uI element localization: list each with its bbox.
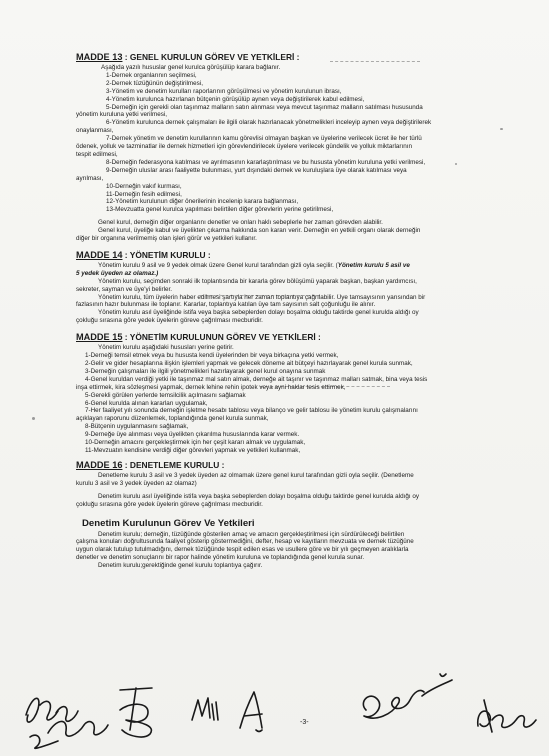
- madde-15-item: 1-Derneği temsil etmek veya bu hususta kendi üyelerinden bir veya birkaçına yetki vermek,: [85, 352, 339, 360]
- denetim-paragraph: uygun olarak tutulup tutulmadığını, dernek tüzüğünde tespit edilen esas ve usullere göre ve bir yılı geçmeyen aralıklarla: [76, 546, 409, 554]
- madde-14-emphasis: Yönetim kurulu 5 asil ve: [337, 261, 410, 269]
- document-body: [76, 52, 528, 570]
- scan-speck: [32, 417, 35, 420]
- madde-13-item: ödenek, yolluk ve tazminatlar ile dernek hizmetleri için görevlendirilecek üyelere verilecek gündelik ve yolluk miktarlarının: [76, 143, 412, 151]
- madde-13-item: 6-Yönetim kurulunca dernek çalışmaları ile ilgili olarak hazırlanacak yönetmelikleri inceleyip aynen veya değiştirilerek: [106, 119, 432, 127]
- madde-16-title: : DENETLEME KURULU :: [124, 459, 225, 470]
- madde-15-item: 8-Bütçenin uygulanmasını sağlamak,: [85, 423, 189, 431]
- madde-16-number: MADDE 16: [76, 459, 123, 470]
- madde-13-title: : GENEL KURULUN GÖREV VE YETKİLERİ :: [124, 52, 300, 62]
- madde-15-number: MADDE 15: [76, 332, 123, 343]
- madde-14-text: Yönetim kurulu 9 asil ve 9 yedek olmak üzere Genel kurul tarafından gizli oyla seçilir. (: [98, 261, 338, 269]
- madde-14-paragraph: sekreter, sayman ve üye'yi belirler.: [76, 285, 173, 293]
- signature-4: [230, 686, 270, 736]
- signature-5: [352, 670, 462, 730]
- denetim-paragraph: çalışma konuları doğrultusunda faaliyet gösterip göstermediğini, defter, hesap ve kayıtların mevzuata ve dernek tüzüğüne: [76, 538, 414, 546]
- madde-14-title: : YÖNETİM KURULU :: [124, 249, 211, 260]
- madde-14-paragraph: [76, 262, 528, 270]
- madde-15-item: 5-Gerekli görülen yerlerde temsilcilik açılmasını sağlamak: [85, 391, 246, 399]
- page-number: -3-: [300, 719, 309, 726]
- madde-13-closing: Genel kurul, üyeliğe kabul ve üyelikten çıkarma hakkında son kararı verir. Derneğin en yetkili organı olarak derneğin: [98, 227, 421, 235]
- madde-13-item: 1-Dernek organlarının seçilmesi,: [106, 71, 197, 79]
- madde-13-intro: Aşağıda yazılı hususlar genel kurulca görüşülüp karara bağlanır.: [101, 64, 281, 71]
- madde-14-number: MADDE 14: [76, 249, 123, 260]
- signature-1: [18, 675, 113, 753]
- madde-15-item: inşa ettirmek, kira sözleşmesi yapmak, dernek lehine rehin ipotek veya ayni haklar tesis ettirmek,: [76, 383, 346, 391]
- madde-13-item: 9-Derneğin uluslar arası faaliyette bulunması, yurt dışındaki dernek ve kuruluşlara üye olarak katılması veya: [106, 166, 407, 174]
- madde-15-item: 2-Gelir ve gider hesaplarına ilişkin işlemleri yapmak ve gelecek döneme ait bütçeyi hazırlayarak genel kurula sunmak,: [85, 360, 413, 367]
- denetim-paragraph: Denetim kurulu;gerektiğinde genel kurulu toplantıya çağırır.: [98, 562, 263, 570]
- madde-15-item: 4-Genel kuruldan verdiği yetki ile taşınmaz mal satın almak, derneğe ait taşınır ve taşınmaz malları satmak, bina veya tesis: [85, 375, 428, 383]
- madde-13-item: 11-Derneğin fesih edilmesi,: [106, 190, 182, 198]
- madde-15-item: açıklayan raporunu düzenlemek, toplandığında genel kurula sunmak,: [76, 415, 269, 423]
- signature-3: [188, 694, 222, 724]
- madde-13-item: onaylanması,: [76, 127, 114, 135]
- denetim-paragraph: Denetim kurulu; derneğin, tüzüğünde gösterilen amaç ve amacın gerçekleştirilmesi için sürdürüleceği belirtilen: [98, 530, 405, 538]
- madde-13-item: 13-Mevzuatta genel kurulca yapılması belirtilen diğer görevlerin yerine getirilmesi,: [106, 206, 334, 214]
- madde-15-title: : YÖNETİM KURULUNUN GÖREV VE YETKİLERİ :: [124, 332, 321, 343]
- madde-15-item: 10-Derneğin amacını gerçekleştirmek için her çeşit kararı almak ve uygulamak,: [85, 439, 306, 447]
- madde-13-item: ayrılması,: [76, 174, 104, 182]
- madde-14-heading: [76, 250, 528, 260]
- denetim-paragraph: denetler ve denetim sonuçlarını bir rapor halinde yönetim kuruluna ve toplandığında genel kurula sunar.: [76, 554, 365, 562]
- madde-13-item: 12-Yönetim kurulunun diğer önerilerinin incelenip karara bağlanması,: [106, 198, 299, 206]
- madde-15-item: 7-Her faaliyet yılı sonunda derneğin işletme hesabı tablosu veya bilanço ve gelir tablosu ile yönetim kurulu çalışmalarını: [85, 407, 418, 415]
- madde-15-intro: Yönetim kurulu aşağıdaki hususları yerine getirir.: [98, 344, 234, 352]
- madde-13-item: tespit edilmesi,: [76, 150, 118, 158]
- madde-14-emphasis: 5 yedek üyeden az olamaz.): [76, 269, 159, 277]
- madde-13-closing: Genel kurul, derneğin diğer organlarını denetler ve onları haklı sebeplerle her zaman görevden alabilir.: [98, 219, 383, 227]
- madde-14-paragraph: fazlasının hazır bulunması ile toplanır. Kararlar, toplantıya katılan üye tam sayısının salt çoğunluğu ile alınır.: [76, 301, 376, 309]
- madde-13-item: 4-Yönetim kurulunca hazırlanan bütçenin görüşülüp aynen veya değiştirilerek kabul edilmesi,: [106, 95, 365, 103]
- signature-2: [112, 680, 162, 740]
- madde-15-item: 11-Mevzuatın kendisine verdiği diğer görevleri yapmak ve yetkileri kullanmak,: [85, 446, 301, 454]
- madde-16-heading: [76, 460, 528, 470]
- madde-13-item: 10-Derneğin vakıf kurması,: [106, 182, 182, 190]
- madde-13-item: 2-Dernek tüzüğünün değiştirilmesi,: [106, 79, 203, 87]
- madde-13-item: yönetim kuruluna yetki verilmesi,: [76, 111, 167, 119]
- madde-13-item: 3-Yönetim ve denetim kurulları raporlarının görüşülmesi ve yönetim kurulunun ibrası,: [106, 87, 342, 95]
- madde-13-item: 5-Derneğin için gerekli olan taşınmaz malların satın alınması veya mevcut taşınmaz malların satılması hususunda: [106, 103, 423, 111]
- madde-14-paragraph: çokluğu sırasına göre yedek üyelerin göreve çağrılması mecburidir.: [76, 317, 263, 325]
- madde-15-item: 6-Genel kurulda alınan kararları uygulamak,: [85, 399, 208, 407]
- madde-15-heading: [76, 332, 528, 342]
- madde-16-paragraph: kurulu 3 asil ve 3 yedek üyeden az olamaz): [76, 479, 197, 487]
- madde-14-paragraph: Yönetim kurulu asıl üyeliğinde istifa veya başka sebeplerden dolayı boşalma olduğu taktirde genel kurulda aldığı oy: [98, 309, 419, 317]
- madde-16-paragraph: Denetleme kurulu 3 asil ve 3 yedek üyeden az olmamak üzere genel kurul tarafından gizli oyla seçilir. (Denetleme: [98, 471, 414, 479]
- madde-15-item: 9-Derneğe üye alınması veya üyelikten çıkarılma hususlarında karar vermek.: [85, 431, 300, 439]
- madde-14-paragraph: Yönetim kurulu, tüm üyelerin haber edilmesi şartıyla her zaman toplantıya çağrılabilir. Üye tamsayısının yarısından bir: [98, 293, 426, 301]
- denetim-section-title: Denetim Kurulunun Görev Ve Yetkileri: [82, 517, 255, 529]
- madde-15-item: 3-Derneğin çalışmaları ile ilgili yönetmelikleri hazırlayarak genel kurul onayına sunmak: [85, 367, 326, 375]
- madde-16-paragraph: Denetim kurulu asıl üyeliğinde istifa veya başka sebeplerden dolayı boşalma olduğu taktirde genel kurulda aldığı oy: [98, 492, 419, 500]
- signature-6: [472, 690, 542, 740]
- madde-13-closing: diğer bir organına verilmemiş olan işleri görür ve yetkileri kullanır.: [76, 235, 257, 243]
- madde-16-paragraph: çokluğu sırasına göre yedek üyelerin göreve çağrılması mecburidir.: [76, 500, 263, 508]
- madde-14-paragraph: Yönetim kurulu, seçimden sonraki ilk toplantısında bir kararla görev bölüşümü yaparak başkan, başkan yardımcısı,: [98, 277, 417, 285]
- madde-13-number: MADDE 13: [76, 52, 123, 62]
- madde-13-item: 7-Dernek yönetim ve denetim kurullarının kamu görevlisi olmayan başkan ve üyelerine verilecek ücret ile her türlü: [106, 135, 422, 143]
- madde-13-item: 8-Derneğin federasyona katılması ve ayrılmasının kararlaştırılması ve bu hususta yönetim kuruluna yetki verilmesi,: [106, 158, 426, 166]
- madde-13-heading: [76, 52, 528, 62]
